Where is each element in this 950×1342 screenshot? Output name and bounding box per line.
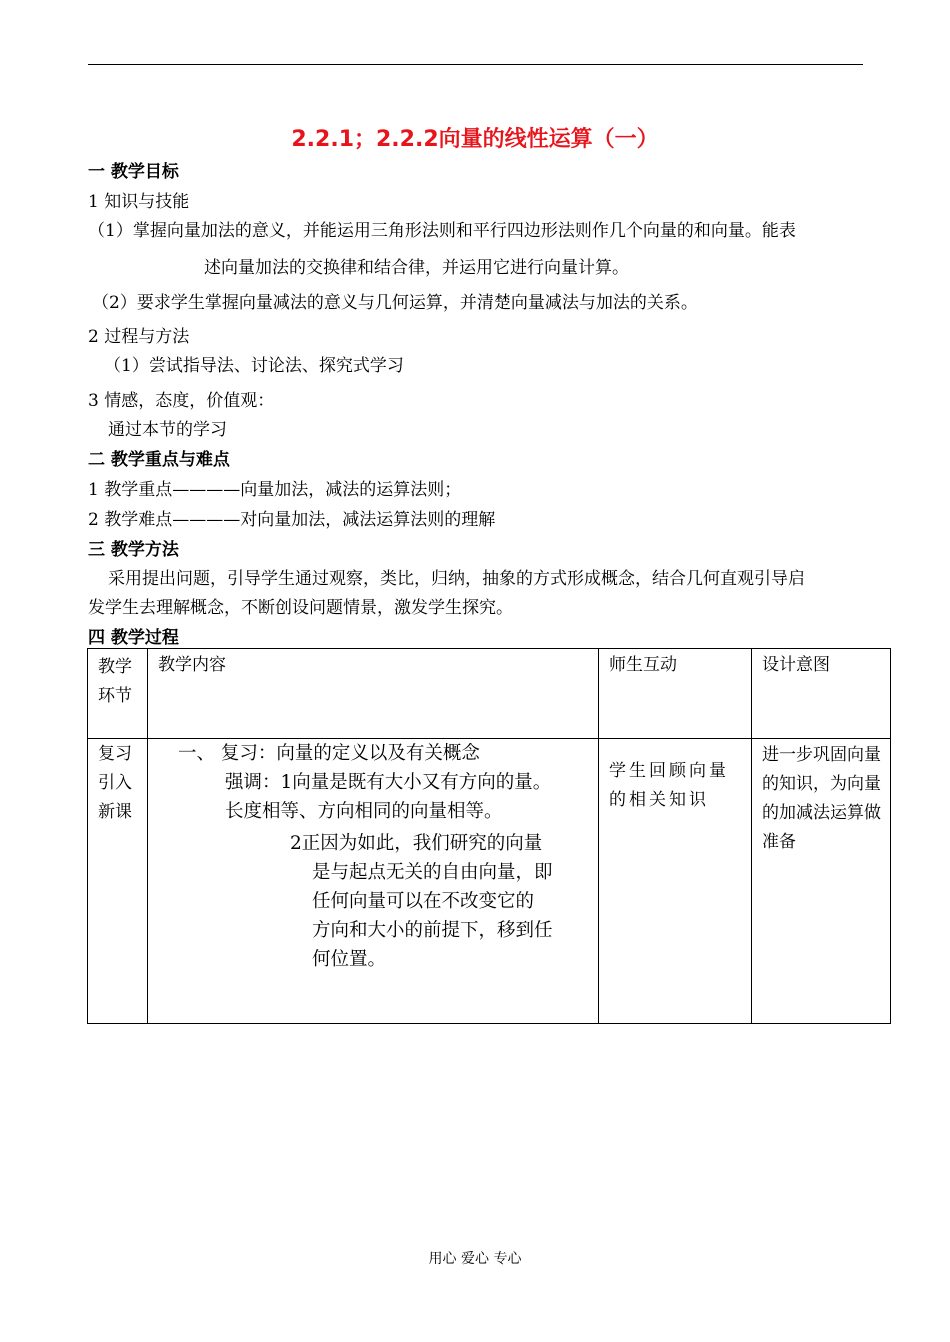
- table-cell-content-line: 任何向量可以在不改变它的: [312, 891, 535, 912]
- table-cell-content-line: 方向和大小的前提下，移到任: [312, 920, 553, 941]
- document-title: 2.2.1；2.2.2向量的线性运算（一）: [291, 127, 659, 152]
- teaching-method-line-2: 发学生去理解概念，不断创设问题情景，激发学生探究。: [88, 598, 513, 618]
- table-divider: [751, 649, 752, 1023]
- page-footer: 用心 爱心 专心: [428, 1251, 522, 1267]
- table-cell-content-line: 是与起点无关的自由向量，即: [312, 862, 553, 883]
- objective-item-1-line-2: 述向量加法的交换律和结合律，并运用它进行向量计算。: [204, 258, 629, 278]
- table-cell-content-line: 一、 复习：向量的定义以及有关概念: [178, 743, 480, 764]
- subheading-knowledge-skills: 1 知识与技能: [88, 192, 190, 212]
- table-header-content: 教学内容: [158, 655, 226, 675]
- table-header-intent: 设计意图: [762, 655, 830, 675]
- key-point-item-2: 2 教学难点————对向量加法，减法运算法则的理解: [88, 510, 496, 530]
- table-cell-stage: 复习 引入 新课: [98, 744, 132, 822]
- teaching-process-table: [87, 648, 891, 1024]
- table-cell-intent: 进一步巩固向量的知识，为向量的加减法运算做准备: [762, 745, 881, 852]
- table-cell-content-line: 长度相等、方向相同的向量相等。: [225, 801, 503, 822]
- table-divider: [598, 649, 599, 1023]
- section-heading-teaching-process: 四 教学过程: [88, 628, 179, 648]
- table-cell-content-line: 2正因为如此，我们研究的向量: [290, 833, 543, 854]
- section-heading-key-points: 二 教学重点与难点: [88, 450, 230, 470]
- process-method-item: （1）尝试指导法、讨论法、探究式学习: [104, 356, 404, 376]
- table-header-interaction: 师生互动: [609, 655, 677, 675]
- table-header-stage: 教学 环节: [98, 657, 132, 706]
- table-cell-content-line: 何位置。: [312, 949, 387, 970]
- subheading-process-method: 2 过程与方法: [88, 327, 190, 347]
- table-cell-content-line: 强调：1向量是既有大小又有方向的量。: [225, 772, 552, 793]
- section-heading-teaching-method: 三 教学方法: [88, 540, 179, 560]
- header-rule: [88, 64, 863, 65]
- section-heading-objectives: 一 教学目标: [88, 162, 179, 182]
- objective-item-2: （2）要求学生掌握向量减法的意义与几何运算，并清楚向量减法与加法的关系。: [92, 293, 698, 313]
- table-cell-interaction: 学生回顾向量的相关知识: [609, 761, 729, 810]
- table-divider: [147, 649, 148, 1023]
- subheading-attitude-values: 3 情感，态度，价值观：: [88, 391, 275, 411]
- teaching-method-line-1: 采用提出问题，引导学生通过观察，类比，归纳，抽象的方式形成概念，结合几何直观引导启: [108, 569, 805, 589]
- objective-item-1-line-1: （1）掌握向量加法的意义，并能运用三角形法则和平行四边形法则作几个向量的和向量。能表: [88, 221, 796, 241]
- key-point-item-1: 1 教学重点————向量加法，减法的运算法则；: [88, 480, 462, 500]
- attitude-values-item: 通过本节的学习: [108, 420, 227, 440]
